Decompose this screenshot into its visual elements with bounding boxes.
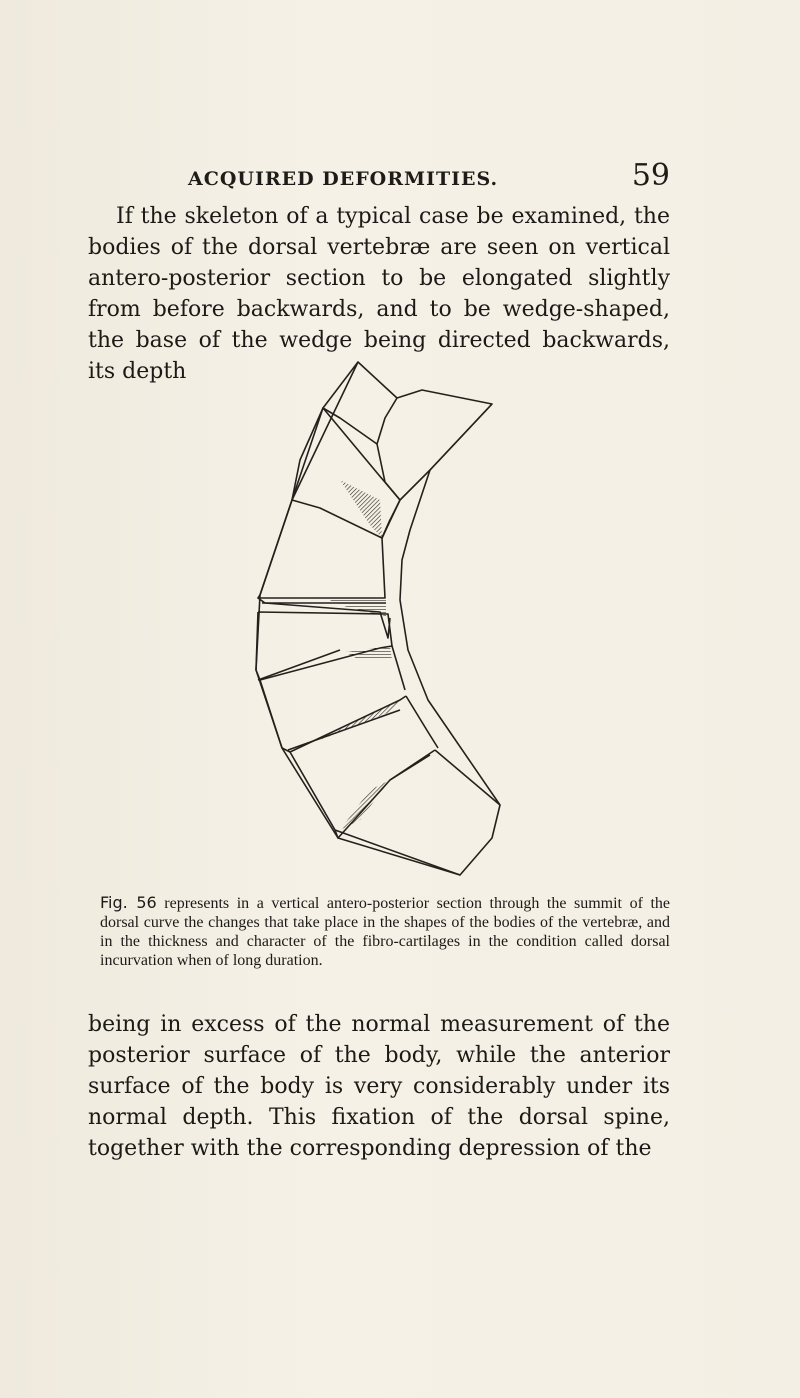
page-header — [100, 158, 670, 194]
vertebra-4 — [256, 612, 392, 680]
page-number: 59 — [631, 158, 670, 193]
paragraph-top: If the skeleton of a typical case be examined, the bodies of the dorsal vertebræ are seen on vertical antero-posterior section to be elongated slightly from before backwards, and to be wedge-shaped, the base of the wedge being directed backwards, its depth — [88, 204, 670, 384]
figure-caption — [100, 893, 670, 970]
figure-caption-text: represents in a vertical antero-posterior section through the summit of the dorsal curve the changes that take place in the shapes of the bodies of the vertebræ, and in the thickness and character of the fibro-cartilages in the condition called dorsal incurvation when of long duration. — [100, 895, 670, 969]
vertebra-1 — [323, 362, 397, 444]
running-title: ACQUIRED DEFORMITIES. — [188, 168, 499, 190]
vertebra-6 — [290, 750, 435, 838]
vertebrae-section-figure — [230, 360, 530, 880]
vertebrae-diagram — [230, 360, 530, 880]
figure-label: Fig. 56 — [100, 893, 157, 912]
paragraph-bottom: being in excess of the normal measurement of the posterior surface of the body, while the anterior surface of the body is very considerably under its normal depth. This fixation of the dorsal spine, together with the corresponding depression of the — [88, 1012, 670, 1161]
